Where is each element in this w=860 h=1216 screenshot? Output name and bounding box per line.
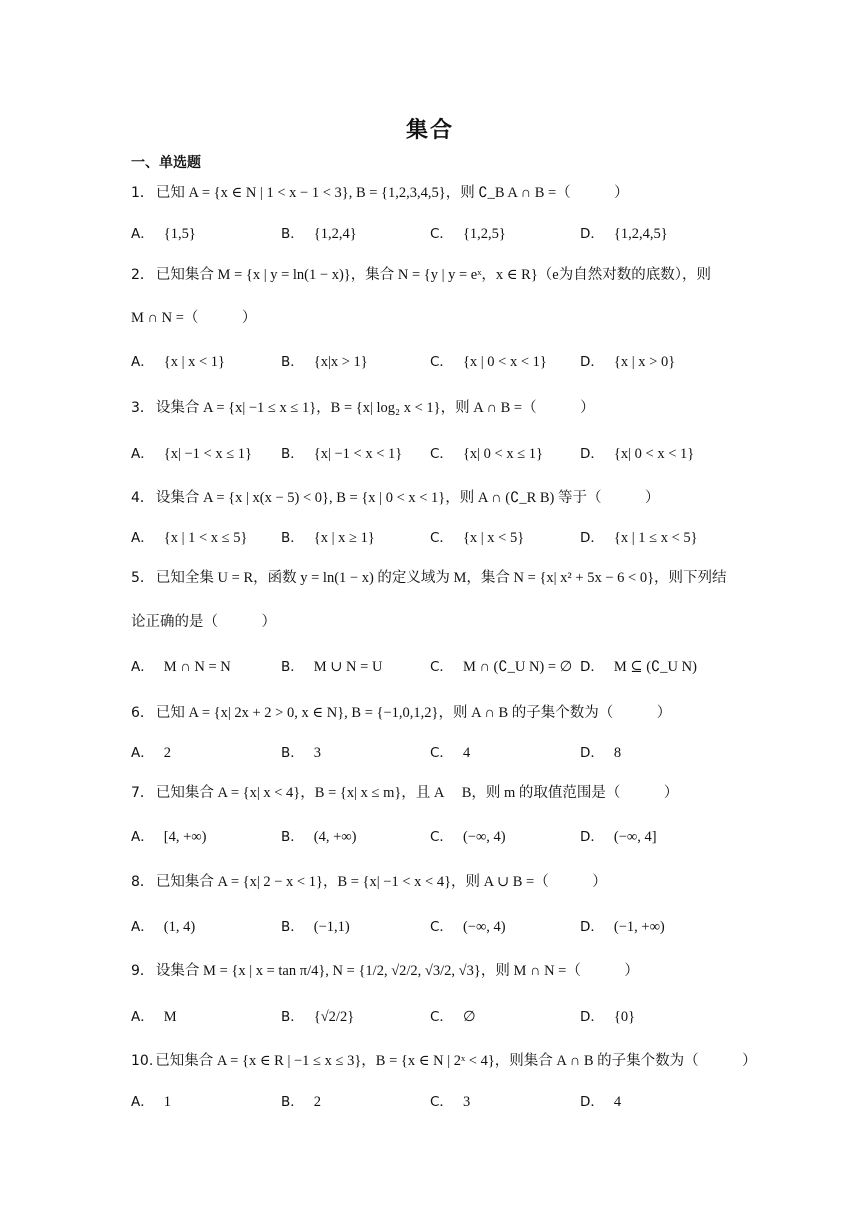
option-text: 4	[613, 1094, 622, 1110]
question-7-option-b[interactable]	[281, 827, 356, 847]
option-label: C．	[430, 354, 453, 370]
question-9-option-c[interactable]	[430, 1007, 476, 1027]
question-10-option-d[interactable]	[580, 1092, 621, 1112]
option-label: A．	[131, 829, 154, 845]
question-text: 已知 A = {x| 2x + 2 > 0, x ∈ N}, B = {−1,0,1,2}，则 A ∩ B 的子集个数为（ ）	[155, 705, 672, 721]
option-text: 3	[462, 1094, 471, 1110]
option-text: {x | 0 < x < 1}	[462, 354, 547, 370]
question-7-option-a[interactable]	[131, 827, 206, 847]
section-heading: 一、单选题	[131, 155, 201, 171]
question-text: 已知集合 A = {x ∈ R | −1 ≤ x ≤ 3}，B = {x ∈ N | 2ˣ < 4}，则集合 A ∩ B 的子集个数为（ ）	[155, 1053, 757, 1069]
option-label: D．	[580, 354, 604, 370]
option-text: {√2/2}	[313, 1009, 355, 1025]
option-label: A．	[131, 226, 154, 242]
option-text: (1, 4)	[163, 919, 196, 935]
option-label: B．	[281, 354, 304, 370]
option-text: {x| −1 < x ≤ 1}	[163, 446, 253, 462]
option-label: D．	[580, 1009, 604, 1025]
question-1-option-d[interactable]	[580, 224, 668, 244]
option-text: {x | x ≥ 1}	[313, 530, 375, 546]
question-8-option-d[interactable]	[580, 917, 665, 937]
option-text: M ∪ N = U	[313, 659, 383, 675]
question-number: 4．	[131, 490, 154, 506]
question-1-option-b[interactable]	[281, 224, 357, 244]
question-text: 设集合 A = {x| −1 ≤ x ≤ 1}，B = {x| log₂ x < 1}，则 A ∩ B =（ ）	[155, 400, 595, 416]
question-text: 已知集合 M = {x | y = ln(1 − x)}，集合 N = {y | y = eˣ，x ∈ R}（e为自然对数的底数），则	[155, 267, 711, 283]
option-label: B．	[281, 530, 304, 546]
option-label: D．	[580, 919, 604, 935]
option-label: A．	[131, 745, 154, 761]
option-label: D．	[580, 659, 604, 675]
option-label: C．	[430, 659, 453, 675]
option-text: {1,2,4,5}	[613, 226, 668, 242]
option-label: A．	[131, 530, 154, 546]
page-title: 集合	[405, 118, 454, 143]
option-label: D．	[580, 829, 604, 845]
question-4-option-b[interactable]	[281, 528, 375, 548]
option-text: (−∞, 4)	[462, 919, 506, 935]
option-label: A．	[131, 1094, 154, 1110]
question-1-stem	[131, 183, 629, 203]
question-text: 已知集合 A = {x| 2 − x < 1}，B = {x| −1 < x < 4}，则 A ∪ B =（ ）	[155, 874, 607, 890]
option-label: A．	[131, 446, 154, 462]
question-number: 5．	[131, 570, 154, 586]
option-text: (−1, +∞)	[613, 919, 665, 935]
question-9-option-a[interactable]	[131, 1007, 177, 1027]
option-text: {x | x > 0}	[613, 354, 676, 370]
option-text: M ∩ N = N	[163, 659, 231, 675]
question-5-option-d[interactable]	[580, 657, 697, 677]
question-6-stem	[131, 703, 671, 723]
option-text: {1,2,4}	[313, 226, 357, 242]
question-8-option-c[interactable]	[430, 917, 506, 937]
question-5-option-c[interactable]	[430, 657, 572, 677]
option-text: {x | 1 < x ≤ 5}	[163, 530, 248, 546]
question-6-option-b[interactable]	[281, 743, 321, 763]
question-number: 9．	[131, 963, 154, 979]
question-2-option-c[interactable]	[430, 352, 547, 372]
question-text: 设集合 A = {x | x(x − 5) < 0}, B = {x | 0 < x < 1}，则 A ∩ (∁_R B) 等于（ ）	[155, 490, 660, 506]
question-number: 1．	[131, 185, 154, 201]
question-8-option-b[interactable]	[281, 917, 350, 937]
question-2-option-b[interactable]	[281, 352, 368, 372]
option-text: ∅	[462, 1009, 476, 1025]
option-text: {x | 1 ≤ x < 5}	[613, 530, 698, 546]
question-5-stem-cont	[131, 612, 276, 632]
option-label: C．	[430, 1094, 453, 1110]
option-label: C．	[430, 1009, 453, 1025]
question-3-option-a[interactable]	[131, 444, 252, 464]
option-label: C．	[430, 226, 453, 242]
option-label: A．	[131, 354, 154, 370]
question-5-option-b[interactable]	[281, 657, 382, 677]
question-number: 10.	[131, 1053, 154, 1069]
question-text: 已知 A = {x ∈ N | 1 < x − 1 < 3}, B = {1,2,3,4,5}，则 ∁_B A ∩ B =（ ）	[155, 185, 629, 201]
question-text: 论正确的是（ ）	[131, 614, 276, 630]
question-9-option-d[interactable]	[580, 1007, 635, 1027]
option-label: B．	[281, 226, 304, 242]
option-label: B．	[281, 659, 304, 675]
option-text: 4	[462, 745, 471, 761]
option-text: {x | x < 5}	[462, 530, 525, 546]
question-3-option-b[interactable]	[281, 444, 402, 464]
option-label: B．	[281, 1009, 304, 1025]
option-text: M ⊆ (∁_U N)	[613, 659, 697, 675]
option-label: A．	[131, 659, 154, 675]
option-label: B．	[281, 919, 304, 935]
question-5-option-a[interactable]	[131, 657, 231, 677]
question-7-option-d[interactable]	[580, 827, 657, 847]
question-number: 3．	[131, 400, 154, 416]
question-3-option-c[interactable]	[430, 444, 543, 464]
question-9-stem	[131, 961, 639, 981]
option-text: 1	[163, 1094, 171, 1110]
option-label: B．	[281, 1094, 304, 1110]
question-number: 7．	[131, 785, 154, 801]
option-text: (−1,1)	[313, 919, 350, 935]
question-2-stem	[131, 265, 711, 285]
question-6-option-c[interactable]	[430, 743, 470, 763]
option-text: {1,5}	[163, 226, 196, 242]
question-2-option-a[interactable]	[131, 352, 225, 372]
question-7-stem	[131, 783, 678, 803]
option-text: 2	[313, 1094, 322, 1110]
question-4-option-a[interactable]	[131, 528, 247, 548]
question-4-option-c[interactable]	[430, 528, 524, 548]
option-text: M ∩ (∁_U N) = ∅	[462, 659, 573, 675]
question-7-option-c[interactable]	[430, 827, 506, 847]
option-label: A．	[131, 919, 154, 935]
question-2-stem-cont	[131, 308, 256, 328]
question-1-option-c[interactable]	[430, 224, 506, 244]
option-label: A．	[131, 1009, 154, 1025]
question-4-option-d[interactable]	[580, 528, 698, 548]
question-4-stem	[131, 488, 660, 508]
option-text: {x| 0 < x ≤ 1}	[462, 446, 544, 462]
option-label: D．	[580, 745, 604, 761]
option-text: 2	[163, 745, 171, 761]
question-number: 8．	[131, 874, 154, 890]
option-label: C．	[430, 446, 453, 462]
question-5-stem	[131, 568, 727, 588]
option-text: [4, +∞)	[163, 829, 207, 845]
option-label: B．	[281, 446, 304, 462]
option-label: D．	[580, 446, 604, 462]
option-label: C．	[430, 829, 453, 845]
option-label: C．	[430, 919, 453, 935]
question-10-option-c[interactable]	[430, 1092, 470, 1112]
question-10-option-a[interactable]	[131, 1092, 171, 1112]
option-text: 8	[613, 745, 622, 761]
question-text: 已知集合 A = {x| x < 4}，B = {x| x ≤ m}，且 A B，则 m 的取值范围是（ ）	[155, 785, 679, 801]
option-text: {0}	[613, 1009, 636, 1025]
question-3-option-d[interactable]	[580, 444, 694, 464]
question-number: 6．	[131, 705, 154, 721]
question-text: 设集合 M = {x | x = tan π/4}, N = {1/2, √2/2, √3/2, √3}，则 M ∩ N =（ ）	[155, 963, 639, 979]
option-text: {1,2,5}	[462, 226, 506, 242]
question-2-option-d[interactable]	[580, 352, 675, 372]
option-label: D．	[580, 1094, 604, 1110]
option-text: (−∞, 4)	[462, 829, 506, 845]
option-label: B．	[281, 829, 304, 845]
question-number: 2．	[131, 267, 154, 283]
option-text: {x| 0 < x < 1}	[613, 446, 695, 462]
option-label: B．	[281, 745, 304, 761]
option-text: (−∞, 4]	[613, 829, 657, 845]
option-label: D．	[580, 226, 604, 242]
option-text: {x| −1 < x < 1}	[313, 446, 403, 462]
option-text: {x | x < 1}	[163, 354, 225, 370]
option-text: (4, +∞)	[313, 829, 357, 845]
question-6-option-d[interactable]	[580, 743, 621, 763]
question-10-stem	[131, 1051, 757, 1071]
question-text: 已知全集 U = R，函数 y = ln(1 − x) 的定义域为 M，集合 N = {x| x² + 5x − 6 < 0}，则下列结	[155, 570, 727, 586]
question-text: M ∩ N =（ ）	[131, 310, 257, 326]
question-8-option-a[interactable]	[131, 917, 195, 937]
question-6-option-a[interactable]	[131, 743, 171, 763]
option-text: 3	[313, 745, 322, 761]
question-1-option-a[interactable]	[131, 224, 196, 244]
question-10-option-b[interactable]	[281, 1092, 321, 1112]
question-8-stem	[131, 872, 607, 892]
question-3-stem	[131, 398, 595, 418]
question-9-option-b[interactable]	[281, 1007, 354, 1027]
option-label: C．	[430, 745, 453, 761]
option-label: D．	[580, 530, 604, 546]
option-label: C．	[430, 530, 453, 546]
option-text: {x|x > 1}	[313, 354, 368, 370]
option-text: M	[163, 1009, 177, 1025]
